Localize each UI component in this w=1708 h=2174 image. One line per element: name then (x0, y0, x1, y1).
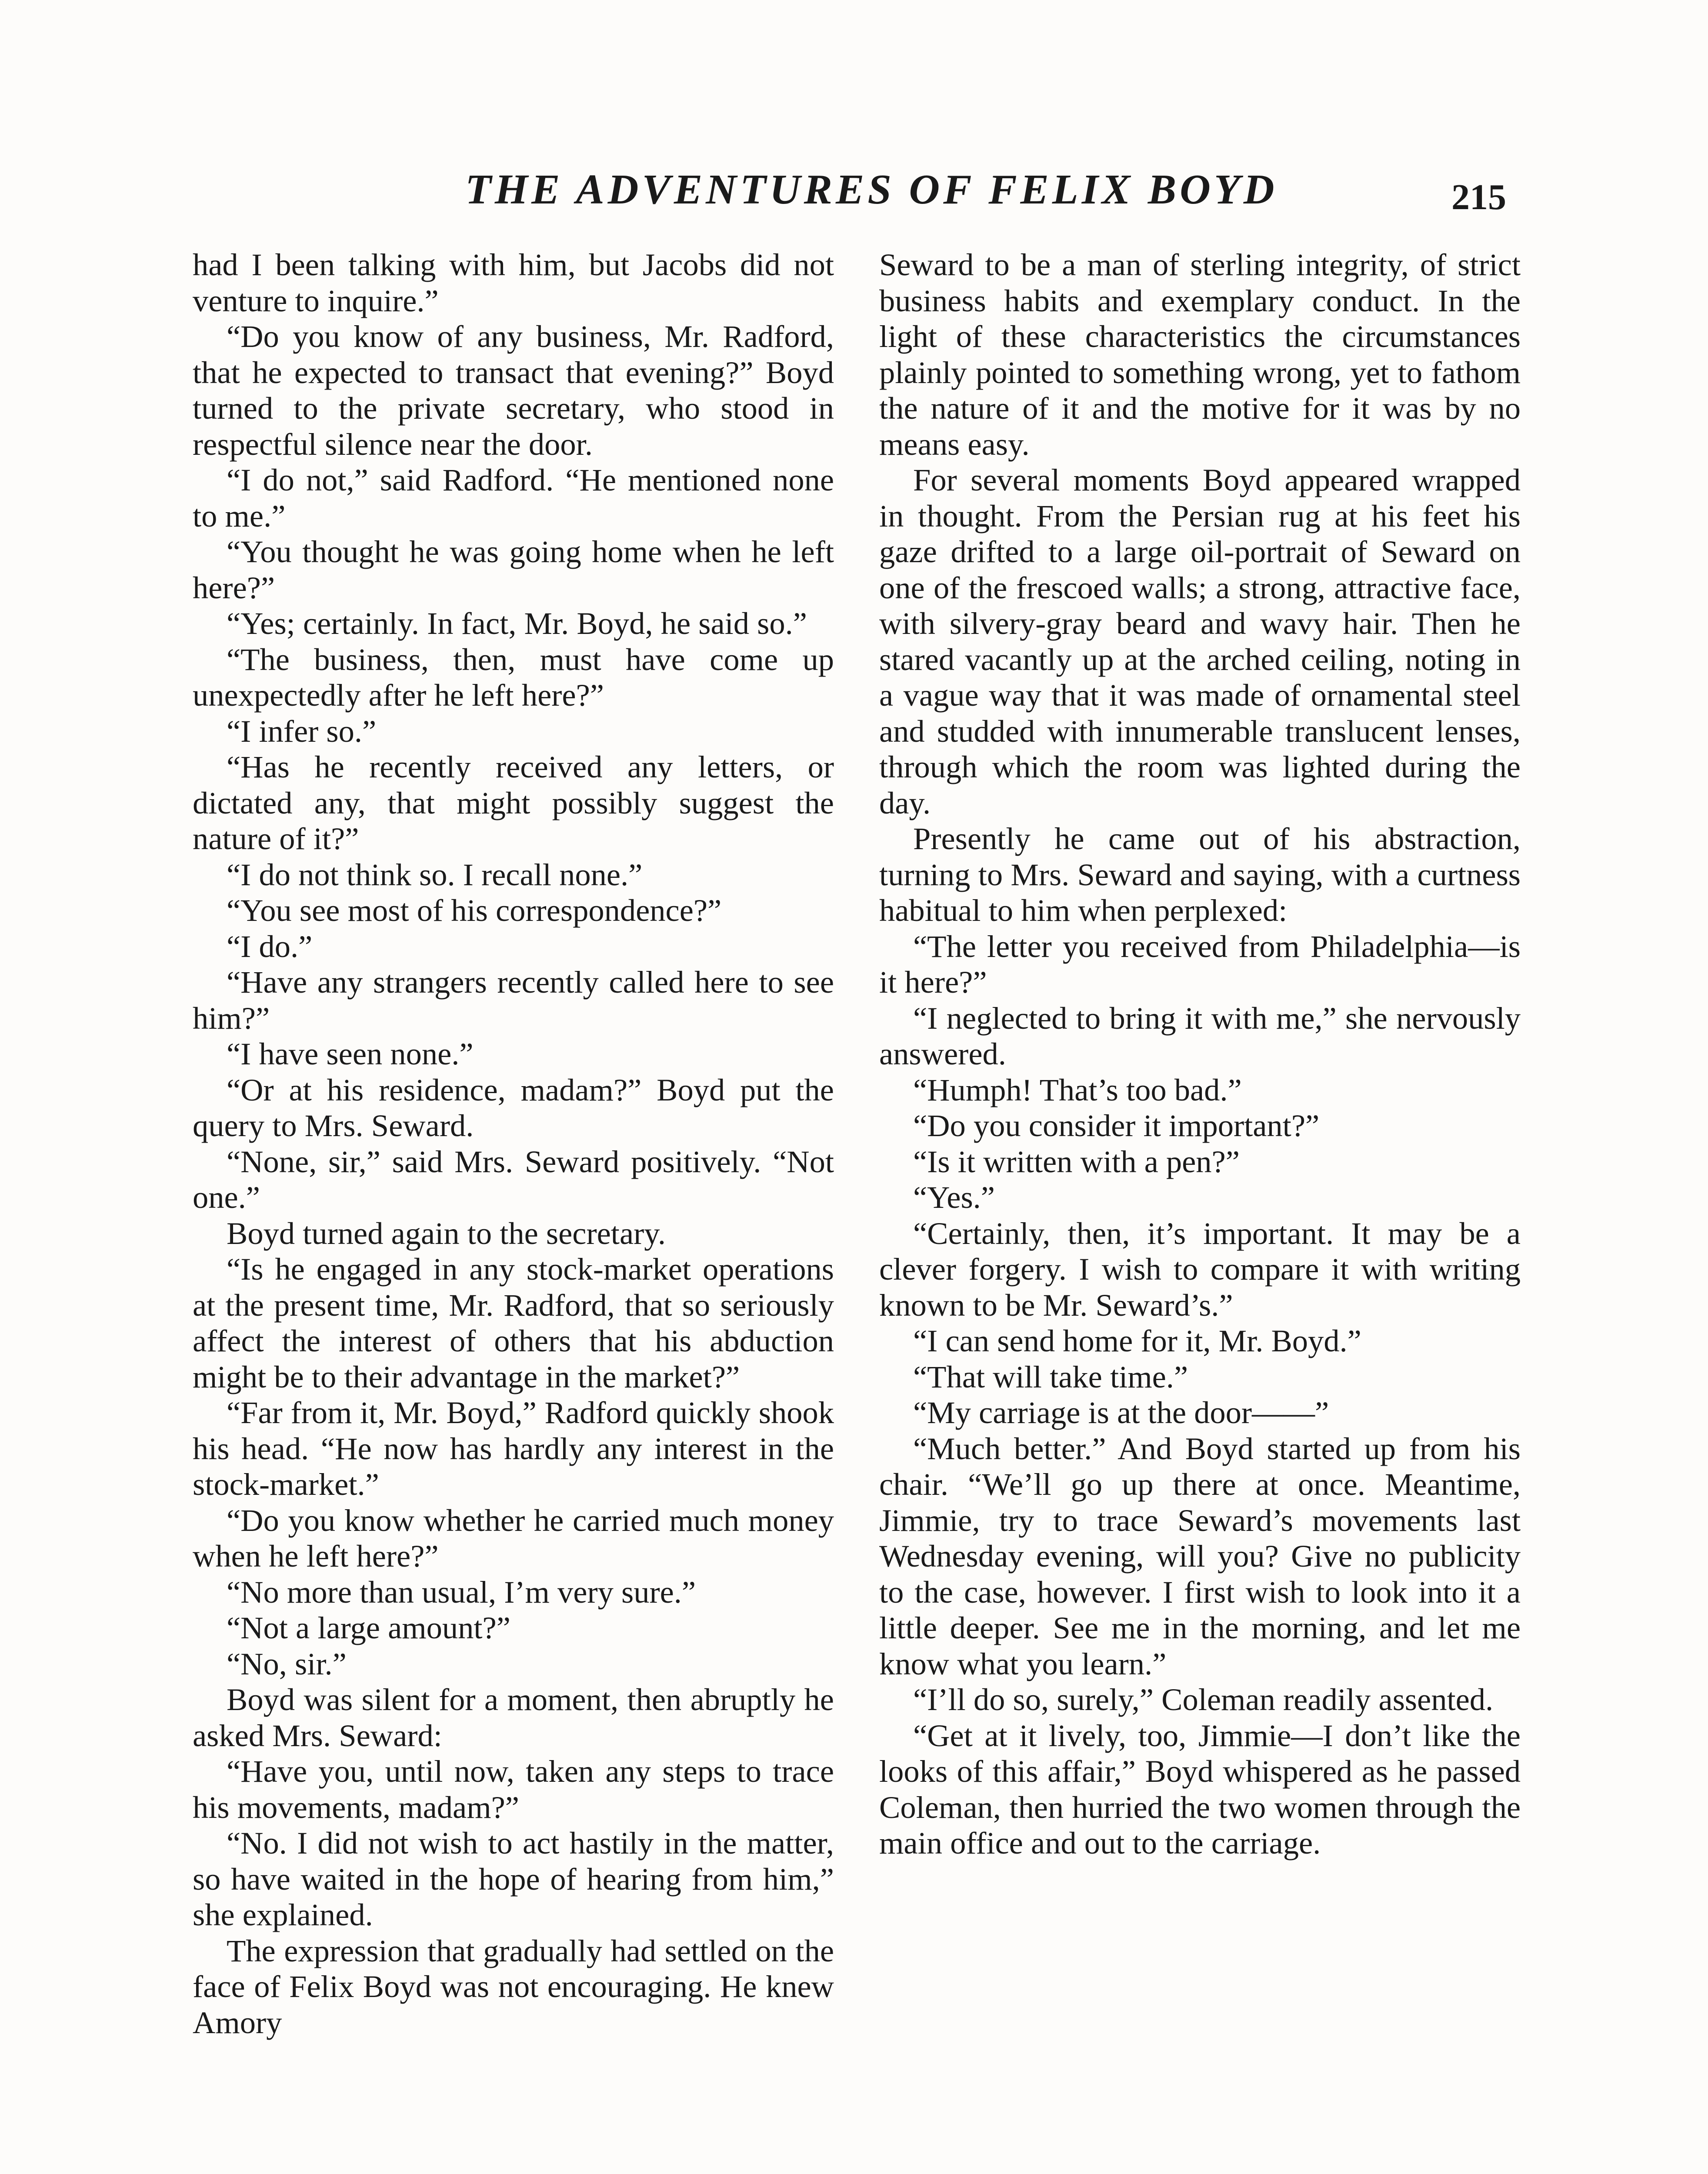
paragraph: “I have seen none.” (227, 1036, 474, 1071)
paragraph: “Have any strangers recently called here to see him?” (193, 964, 834, 1036)
paragraph: “I do not,” said Radford. “He mentioned none to me.” (193, 462, 834, 533)
paragraph: “Is it written with a pen?” (913, 1144, 1240, 1179)
paragraph: For several moments Boyd appeared wrapped in thought. From the Persian rug at his feet his gaze drifted to a large oil-portrait of Seward on one of the frescoed walls; a strong, attractive face, with silvery-gray beard and wavy hair. Then he stared vacantly up at the arched ceiling, noting in a vague way that it was made of ornamental steel and studded with innumerable translucent lenses, through which the room was lighted during the day. (879, 462, 1521, 820)
paragraph: “None, sir,” said Mrs. Seward positively. “Not one.” (193, 1144, 834, 1215)
paragraph: “Certainly, then, it’s important. It may be a clever forgery. I wish to compare it with writing known to be Mr. Seward’s.” (879, 1215, 1521, 1323)
paragraph: “I do not think so. I recall none.” (227, 857, 643, 892)
paragraph: “Has he recently received any letters, or dictated any, that might possibly suggest the nature of it?” (193, 749, 834, 856)
right-column (879, 247, 1521, 1861)
paragraph: “Do you consider it important?” (913, 1108, 1320, 1143)
paragraph: “Have you, until now, taken any steps to trace his movements, madam?” (193, 1754, 834, 1825)
paragraph: “Far from it, Mr. Boyd,” Radford quickly shook his head. “He now has hardly any interest in the stock-market.” (193, 1395, 834, 1502)
paragraph: had I been talking with him, but Jacobs did not venture to inquire.” (193, 247, 834, 318)
paragraph: “Much better.” And Boyd started up from his chair. “We’ll go up there at once. Meantime, Jimmie, try to trace Seward’s movements last Wednesday evening, will you? Give no publicity to the case, however. I first wish to look into it a little deeper. See me in the morning, and let me know what you learn.” (879, 1430, 1521, 1681)
paragraph: “You thought he was going home when he left here?” (193, 534, 834, 605)
paragraph: “Yes.” (913, 1180, 995, 1215)
paragraph: “Do you know whether he carried much money when he left here?” (193, 1502, 834, 1574)
paragraph: Boyd was silent for a moment, then abruptly he asked Mrs. Seward: (193, 1682, 834, 1753)
paragraph: Presently he came out of his abstraction, turning to Mrs. Seward and saying, with a curtness habitual to him when perplexed: (879, 821, 1521, 928)
paragraph: “No more than usual, I’m very sure.” (227, 1574, 696, 1610)
paragraph: “You see most of his correspondence?” (227, 893, 722, 928)
paragraph: “Is he engaged in any stock-market operations at the present time, Mr. Radford, that so seriously affect the interest of others that his abduction might be to their advantage in the market?” (193, 1251, 834, 1394)
paragraph: Seward to be a man of sterling integrity, of strict business habits and exemplary conduct. In the light of these characteristics the circumstances plainly pointed to something wrong, yet to fathom the nature of it and the motive for it was by no means easy. (879, 247, 1521, 462)
paragraph: The expression that gradually had settled on the face of Felix Boyd was not encouraging. He knew Amory (193, 1933, 834, 2040)
paragraph: “I neglected to bring it with me,” she nervously answered. (879, 1000, 1521, 1071)
paragraph: “Humph! That’s too bad.” (913, 1072, 1242, 1107)
paragraph: “The letter you received from Philadelphia—is it here?” (879, 928, 1521, 1000)
paragraph: “My carriage is at the door——” (913, 1395, 1329, 1430)
paragraph: “Get at it lively, too, Jimmie—I don’t like the looks of this affair,” Boyd whispered as he passed Coleman, then hurried the two women through the main office and out to the carriage. (879, 1717, 1521, 1861)
paragraph: “No. I did not wish to act hastily in the matter, so have waited in the hope of hearing from him,” she explained. (193, 1825, 834, 1932)
paragraph: “Or at his residence, madam?” Boyd put the query to Mrs. Seward. (193, 1072, 834, 1143)
paragraph: “I can send home for it, Mr. Boyd.” (913, 1323, 1361, 1358)
paragraph: “Yes; certainly. In fact, Mr. Boyd, he said so.” (227, 606, 807, 641)
running-head: THE ADVENTURES OF FELIX BOYD (465, 166, 1278, 213)
paragraph: Boyd turned again to the secretary. (227, 1215, 666, 1251)
paragraph: “Not a large amount?” (227, 1610, 510, 1645)
paragraph: “Do you know of any business, Mr. Radford, that he expected to transact that evening?” Boyd turned to the private secretary, who stood in respectful silence near the door. (193, 319, 834, 462)
paragraph: “That will take time.” (913, 1359, 1188, 1394)
left-column (193, 247, 834, 2041)
paragraph: “I’ll do so, surely,” Coleman readily assented. (913, 1682, 1494, 1717)
paragraph: “No, sir.” (227, 1646, 347, 1681)
paragraph: “I infer so.” (227, 713, 377, 749)
paragraph: “The business, then, must have come up unexpectedly after he left here?” (193, 641, 834, 713)
page-number: 215 (1451, 177, 1506, 217)
paragraph: “I do.” (227, 928, 313, 964)
